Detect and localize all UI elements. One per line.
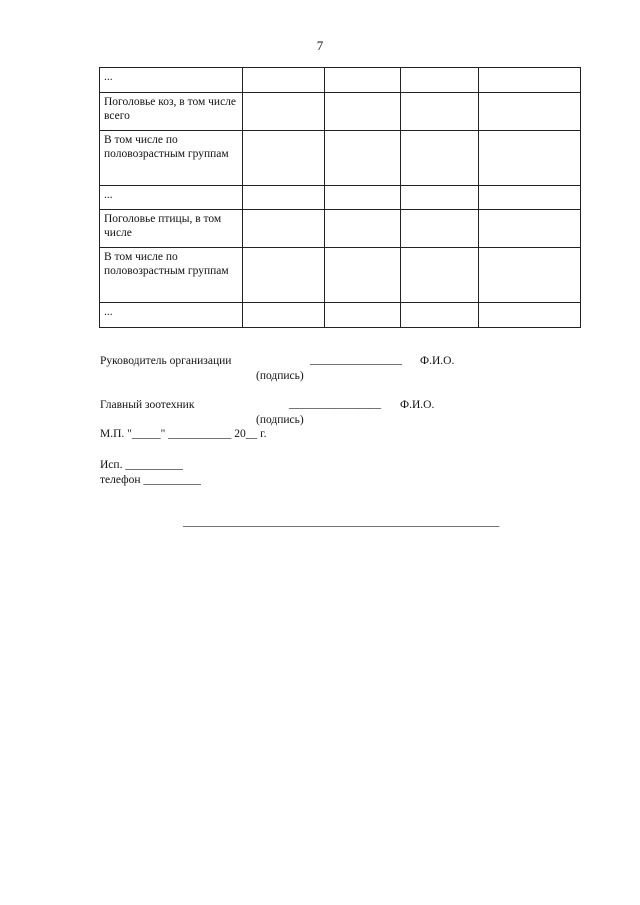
- table-row: [100, 248, 581, 303]
- footer-line: _______________________________________________________: [183, 516, 500, 528]
- page-number: 7: [316, 38, 324, 53]
- table-cell: [242, 186, 325, 210]
- table-cell: [325, 93, 400, 131]
- head-fio: Ф.И.О.: [420, 355, 455, 367]
- table-cell: [400, 68, 478, 93]
- zootechnician-signature-line: ________________: [289, 398, 381, 410]
- zootechnician-label: Главный зоотехник: [100, 399, 195, 411]
- table-row: [100, 210, 581, 248]
- table-cell: [400, 131, 478, 186]
- table-cell: [400, 248, 478, 303]
- head-label: Руководитель организации: [100, 355, 232, 367]
- row-label: ...: [100, 303, 243, 328]
- table-cell: [479, 303, 581, 328]
- table-cell: [400, 303, 478, 328]
- table-cell: [242, 93, 325, 131]
- table-cell: [479, 248, 581, 303]
- table-cell: [479, 68, 581, 93]
- table-cell: [325, 68, 400, 93]
- table-row: [100, 303, 581, 328]
- zootechnician-signature-caption: (подпись): [256, 414, 304, 426]
- row-label: ...: [100, 68, 243, 93]
- table-row: [100, 93, 581, 131]
- table-row: [100, 68, 581, 93]
- table-cell: [325, 131, 400, 186]
- row-label: В том числе по половозрастным группам: [100, 131, 243, 186]
- table-cell: [479, 186, 581, 210]
- table-cell: [242, 303, 325, 328]
- row-label: Поголовье коз, в том числе всего: [100, 93, 243, 131]
- row-label: В том числе по половозрастным группам: [100, 248, 243, 303]
- zootechnician-fio: Ф.И.О.: [400, 399, 435, 411]
- head-signature-caption: (подпись): [256, 370, 304, 382]
- table-row: [100, 186, 581, 210]
- table-cell: [400, 93, 478, 131]
- table-cell: [479, 131, 581, 186]
- row-label: Поголовье птицы, в том числе: [100, 210, 243, 248]
- table-cell: [242, 248, 325, 303]
- phone-line: телефон __________: [100, 474, 201, 486]
- executor-line: Исп. __________: [100, 459, 183, 471]
- table-row: [100, 131, 581, 186]
- table-cell: [242, 131, 325, 186]
- table-cell: [400, 210, 478, 248]
- table-cell: [325, 303, 400, 328]
- livestock-table: [99, 67, 581, 328]
- table-cell: [400, 186, 478, 210]
- table-cell: [479, 210, 581, 248]
- table-cell: [242, 68, 325, 93]
- stamp-date-line: М.П. "_____" ___________ 20__ г.: [100, 428, 267, 440]
- table-cell: [325, 186, 400, 210]
- table-cell: [479, 93, 581, 131]
- table-cell: [325, 248, 400, 303]
- table-cell: [325, 210, 400, 248]
- head-signature-line: ________________: [310, 354, 402, 366]
- row-label: ...: [100, 186, 243, 210]
- table-cell: [242, 210, 325, 248]
